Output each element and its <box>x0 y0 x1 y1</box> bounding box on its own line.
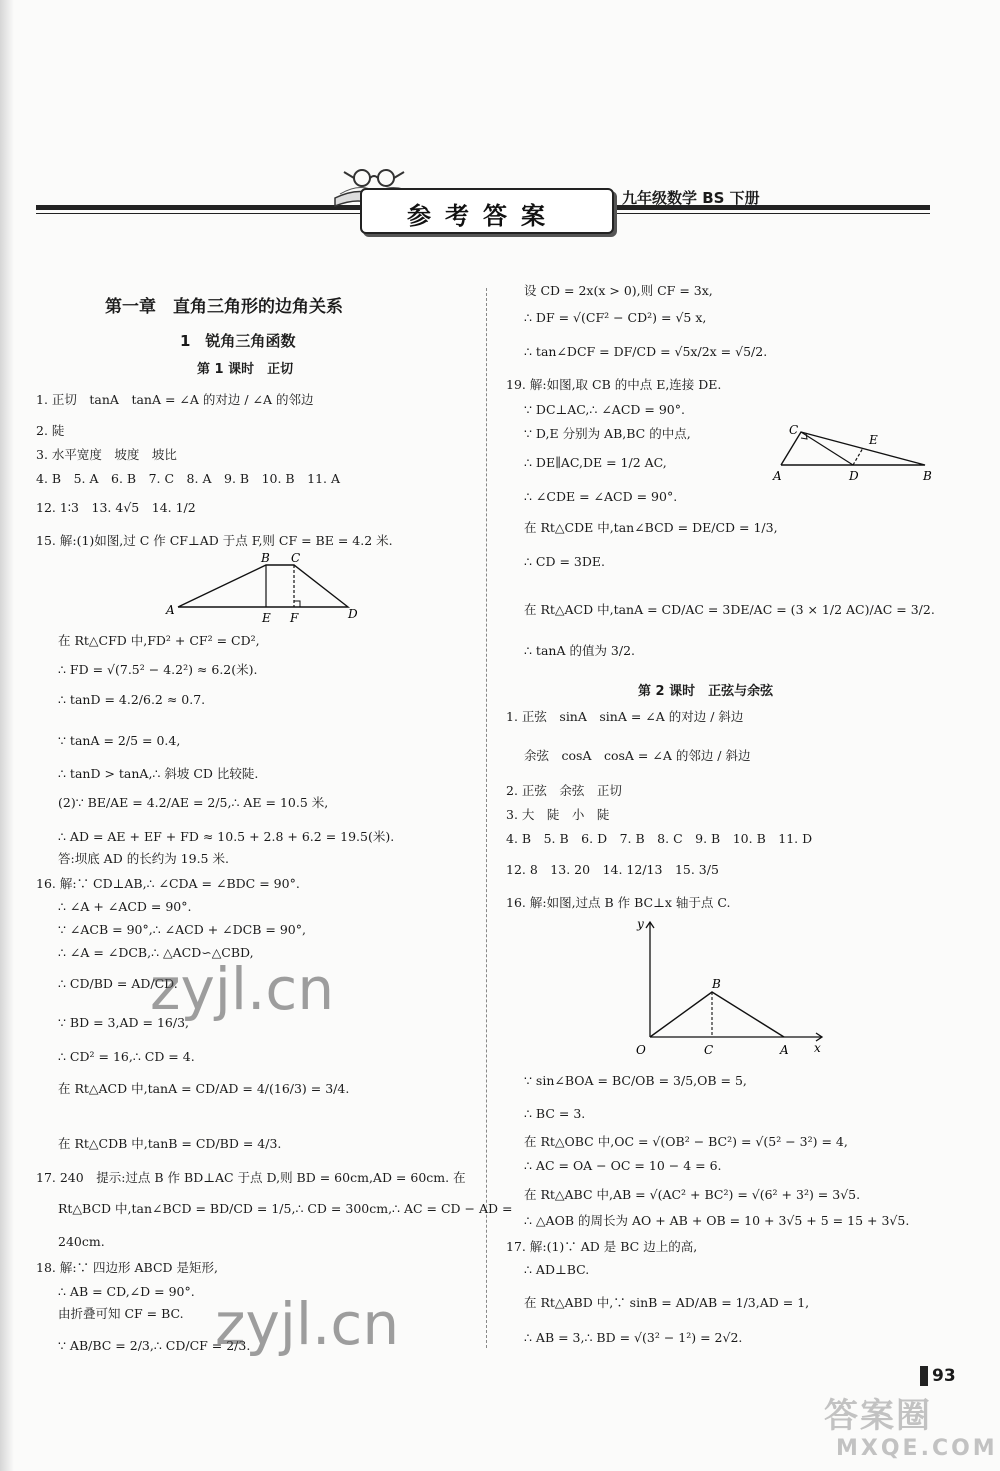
answer-line: Rt△BCD 中,tan∠BCD = BD/CD = 1/5,∴ CD = 300cm,∴ AC = CD − AD = <box>58 1201 513 1216</box>
answer-line: 在 Rt△CDE 中,tan∠BCD = DE/CD = 1/3, <box>524 520 778 535</box>
answer-line: 1. 正切 tanA tanA = ∠A 的对边 / ∠A 的邻边 <box>36 392 314 407</box>
figure-triangle-cdeb <box>765 420 945 485</box>
fig2-label-D: D <box>849 469 859 483</box>
answer-line: ∴ DE∥AC,DE = 1/2 AC, <box>524 455 667 470</box>
answer-line: 余弦 cosA cosA = ∠A 的邻边 / 斜边 <box>524 748 751 763</box>
answer-line: ∵ ∠ACB = 90°,∴ ∠ACD + ∠DCB = 90°, <box>58 922 306 937</box>
answer-line: ∴ AD⊥BC. <box>524 1262 590 1277</box>
lesson-title-2: 第 2 课时 正弦与余弦 <box>638 684 774 699</box>
watermark: zyjl.cn <box>215 1290 400 1358</box>
page-number-bar <box>920 1366 928 1386</box>
answer-line: ∴ ∠A = ∠DCB,∴ △ACD∽△CBD, <box>58 945 254 960</box>
answer-line: ∴ tan∠DCF = DF/CD = √5x/2x = √5/2. <box>524 344 768 359</box>
fig2-label-E: E <box>869 433 878 447</box>
page-number: 93 <box>932 1366 956 1386</box>
answer-line: 240cm. <box>58 1234 105 1249</box>
fig3-label-y: y <box>637 917 644 931</box>
fig3-label-O: O <box>636 1043 646 1057</box>
fig1-label-E: E <box>262 611 271 625</box>
answer-line: ∵ tanA = 2/5 = 0.4, <box>58 733 181 748</box>
fig3-label-A: A <box>780 1043 789 1057</box>
header-grade: 九年级数学 BS 下册 <box>622 189 760 207</box>
answer-line: 2. 陡 <box>36 423 65 438</box>
answer-line: ∴ AC = OA − OC = 10 − 4 = 6. <box>524 1158 722 1173</box>
answer-line: ∵ BD = 3,AD = 16/3, <box>58 1015 189 1030</box>
answer-line: ∴ △AOB 的周长为 AO + AB + OB = 10 + 3√5 + 5 = 15 + 3√5. <box>524 1213 910 1228</box>
scan-edge <box>0 0 14 1471</box>
answer-line: 3. 大 陡 小 陡 <box>506 807 610 822</box>
answer-line: 4. B 5. A 6. B 7. C 8. A 9. B 10. B 11. A <box>36 471 340 486</box>
answer-line: ∴ AB = CD,∠D = 90°. <box>58 1284 195 1299</box>
corner-logo-text: 答案圈 <box>824 1396 932 1436</box>
fig1-label-A: A <box>166 603 175 617</box>
fig1-label-D: D <box>348 607 358 621</box>
answer-line: 4. B 5. B 6. D 7. B 8. C 9. B 10. B 11. D <box>506 831 813 846</box>
answer-line: 在 Rt△ACD 中,tanA = CD/AC = 3DE/AC = (3 × 1/2 AC)/AC = 3/2. <box>524 602 935 617</box>
answer-line: 答:坝底 AD 的长约为 19.5 米. <box>58 851 229 866</box>
answer-line: 在 Rt△OBC 中,OC = √(OB² − BC²) = √(5² − 3²) = 4, <box>524 1134 848 1149</box>
answer-line: 17. 240 提示:过点 B 作 BD⊥AC 于点 D,则 BD = 60cm,AD = 60cm. 在 <box>36 1170 466 1185</box>
answer-line: ∴ BC = 3. <box>524 1106 586 1121</box>
answer-line: ∵ D,E 分别为 AB,BC 的中点, <box>524 426 691 441</box>
answer-line: 1. 正弦 sinA sinA = ∠A 的对边 / 斜边 <box>506 709 744 724</box>
fig3-label-x: x <box>814 1041 821 1055</box>
fig2-label-B: B <box>923 469 932 483</box>
answer-line: ∴ CD² = 16,∴ CD = 4. <box>58 1049 195 1064</box>
answer-line: ∵ DC⊥AC,∴ ∠ACD = 90°. <box>524 402 685 417</box>
answer-line: 3. 水平宽度 坡度 坡比 <box>36 447 177 462</box>
fig3-label-C: C <box>704 1043 714 1057</box>
answer-line: (2)∵ BE/AE = 4.2/AE = 2/5,∴ AE = 10.5 米, <box>58 795 329 810</box>
answer-line: 12. 8 13. 20 14. 12/13 15. 3/5 <box>506 862 719 877</box>
answer-line: 15. 解:(1)如图,过 C 作 CF⊥AD 于点 F,则 CF = BE = 4.2 米. <box>36 533 393 548</box>
corner-logo-url: MXQE.COM <box>836 1436 998 1461</box>
column-divider <box>486 288 487 1348</box>
answer-line: ∴ CD/BD = AD/CD. <box>58 976 178 991</box>
fig2-label-A: A <box>773 469 782 483</box>
watermark: zyjl.cn <box>150 955 335 1023</box>
answer-line: ∴ tanD = 4.2/6.2 ≈ 0.7. <box>58 692 206 707</box>
fig2-label-C: C <box>789 423 799 437</box>
answer-line: ∴ tanD > tanA,∴ 斜坡 CD 比较陡. <box>58 766 259 781</box>
answer-line: ∴ ∠CDE = ∠ACD = 90°. <box>524 489 678 504</box>
answer-line: 19. 解:如图,取 CB 的中点 E,连接 DE. <box>506 377 722 392</box>
answer-line: ∵ sin∠BOA = BC/OB = 3/5,OB = 5, <box>524 1073 747 1088</box>
fig3-label-B: B <box>712 977 721 991</box>
answer-line: 18. 解:∵ 四边形 ABCD 是矩形, <box>36 1260 218 1275</box>
answer-line: 2. 正弦 余弦 正切 <box>506 783 622 798</box>
answer-line: 在 Rt△ABC 中,AB = √(AC² + BC²) = √(6² + 3²) = 3√5. <box>524 1187 861 1202</box>
answer-line: ∴ ∠A + ∠ACD = 90°. <box>58 899 192 914</box>
answer-line: ∴ AD = AE + EF + FD ≈ 10.5 + 2.8 + 6.2 = 19.5(米). <box>58 829 395 844</box>
answer-line: 17. 解:(1)∵ AD 是 BC 边上的高, <box>506 1239 698 1254</box>
chapter-title: 第一章 直角三角形的边角关系 <box>105 297 343 317</box>
answer-line: ∴ CD = 3DE. <box>524 554 606 569</box>
corner-logo <box>820 1388 998 1468</box>
lesson-title-1: 第 1 课时 正切 <box>197 362 294 377</box>
answer-line: ∵ AB/BC = 2/3,∴ CD/CF = 2/3. <box>58 1338 251 1353</box>
figure-trapezoid <box>160 552 370 627</box>
header-title: 参考答案 <box>407 202 559 230</box>
answer-line: ∴ tanA 的值为 3/2. <box>524 643 636 658</box>
fig1-label-B: B <box>261 552 270 565</box>
answer-line: 16. 解:如图,过点 B 作 BC⊥x 轴于点 C. <box>506 895 731 910</box>
answer-line: 12. 1∶3 13. 4√5 14. 1/2 <box>36 500 196 515</box>
answer-line: ∴ DF = √(CF² − CD²) = √5 x, <box>524 310 707 325</box>
answer-line: 16. 解:∵ CD⊥AB,∴ ∠CDA = ∠BDC = 90°. <box>36 876 300 891</box>
answer-line: 在 Rt△ABD 中,∵ sinB = AD/AB = 1/3,AD = 1, <box>524 1295 810 1310</box>
answer-line: 由折叠可知 CF = BC. <box>58 1306 184 1321</box>
section-title: 1 锐角三角函数 <box>180 332 296 350</box>
answer-line: 在 Rt△CFD 中,FD² + CF² = CD², <box>58 633 260 648</box>
answer-line: ∴ FD = √(7.5² − 4.2²) ≈ 6.2(米). <box>58 662 258 677</box>
fig1-label-C: C <box>291 552 301 565</box>
answer-line: 在 Rt△ACD 中,tanA = CD/AD = 4/(16/3) = 3/4. <box>58 1081 350 1096</box>
figure-coordinate-aob <box>630 912 830 1062</box>
answer-line: 设 CD = 2x(x > 0),则 CF = 3x, <box>524 283 713 298</box>
fig1-label-F: F <box>290 611 299 625</box>
answer-line: ∴ AB = 3,∴ BD = √(3² − 1²) = 2√2. <box>524 1330 743 1345</box>
answer-line: 在 Rt△CDB 中,tanB = CD/BD = 4/3. <box>58 1136 282 1151</box>
